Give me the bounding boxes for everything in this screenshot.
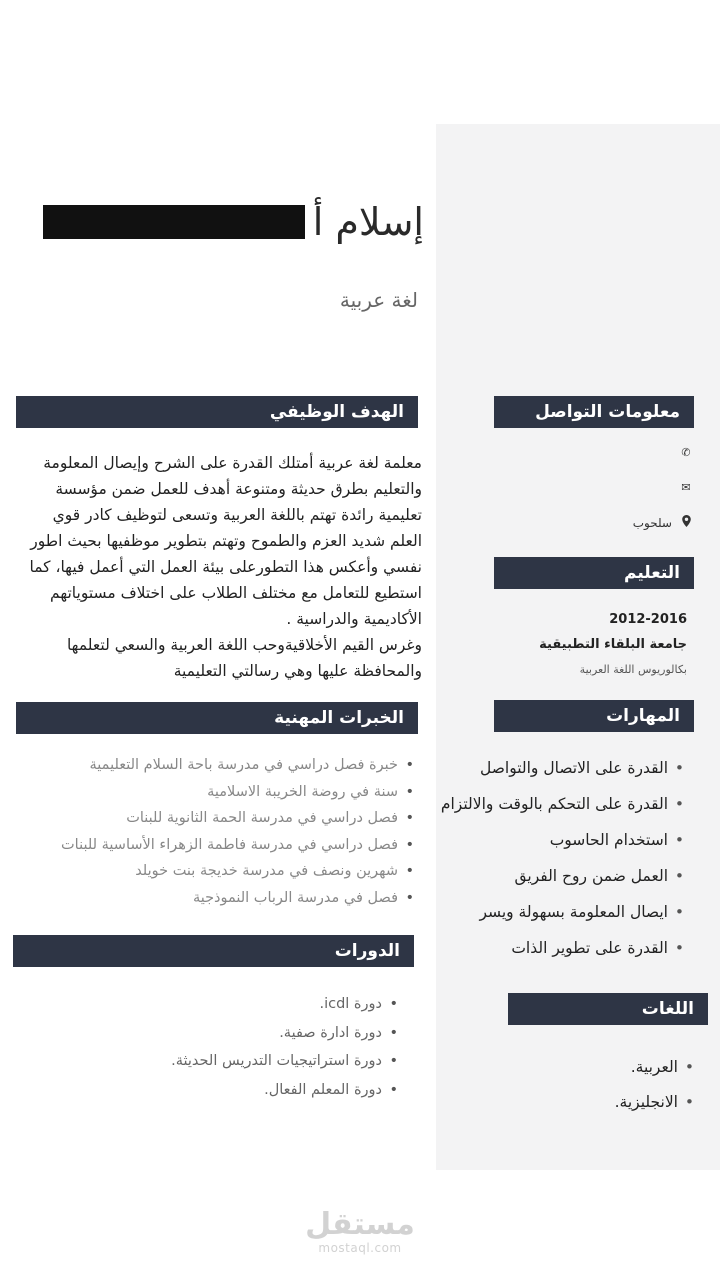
objective-line: وغرس القيم الأخلاقيةوحب اللغة العربية والسعي لتعلمها (66, 636, 422, 654)
contact-heading: معلومات التواصل (494, 396, 694, 428)
candidate-name-text: إسلام أ (312, 200, 424, 244)
language-item: • الانجليزية. (560, 1085, 696, 1120)
skills-heading: المهارات (494, 700, 694, 732)
candidate-title: لغة عربية (339, 288, 418, 312)
skill-item: • القدرة على التحكم بالوقت والالتزام (440, 786, 686, 822)
mostaql-watermark (300, 1208, 420, 1254)
experience-item: • فصل في مدرسة الرباب النموذجية (16, 885, 416, 912)
objective-line: نفسي وأعكس هذا التطورعلى بيئة العمل التي أعمل فيها، كما (29, 558, 422, 576)
objective-heading: الهدف الوظيفي (16, 396, 418, 428)
objective-line: والتعليم بطرق حديثة ومتنوعة أهدف للعمل ضمن مؤسسة (55, 480, 422, 498)
courses-list (16, 990, 400, 1104)
contact-phone (672, 446, 692, 459)
experience-heading: الخبرات المهنية (16, 702, 418, 734)
contact-location (633, 515, 692, 530)
contact-email (672, 481, 692, 494)
courses-heading: الدورات (13, 935, 414, 967)
education-years: 2012-2016 (609, 612, 687, 627)
candidate-name (43, 200, 424, 244)
objective-line: استطيع للتعامل مع مختلف الطلاب على اختلاف مستوياتهم (50, 584, 422, 602)
education-school: جامعة البلقاء التطبيقية (539, 637, 687, 652)
course-item: • دورة المعلم الفعال. (16, 1076, 400, 1105)
education-heading: التعليم (494, 557, 694, 589)
objective-paragraph-2 (16, 632, 422, 684)
objective-line: معلمة لغة عربية أمتلك القدرة على الشرح وإيصال المعلومة (43, 454, 422, 472)
experience-list (16, 752, 416, 911)
skill-item: • استخدام الحاسوب (440, 822, 686, 858)
location-pin-icon (680, 515, 692, 530)
experience-item: • سنة في روضة الخريبة الاسلامية (16, 779, 416, 806)
languages-heading: اللغات (508, 993, 708, 1025)
skill-item: • القدرة على الاتصال والتواصل (440, 750, 686, 786)
language-item: • العربية. (560, 1050, 696, 1085)
objective-line: تعليمية رائدة تهتم باللغة العربية وتسعى لتوظيف كادر قوي (52, 506, 422, 524)
email-icon: ✉ (681, 481, 691, 494)
objective-line: الأكاديمية والدراسية . (286, 610, 422, 628)
objective-line: والمحافظة عليها وهي رسالتي التعليمية (173, 662, 422, 680)
experience-item: • فصل دراسي في مدرسة الحمة الثانوية للبنات (16, 805, 416, 832)
objective-line: العلم شديد العزم والطموح وتهتم بتطوير موظفيها بحيث اطور (30, 532, 422, 550)
skill-item: • العمل ضمن روح الفريق (440, 858, 686, 894)
objective-text (16, 450, 422, 684)
skill-item: • ايصال المعلومة بسهولة ويسر (440, 894, 686, 930)
course-item: • دورة ادارة صفية. (16, 1019, 400, 1048)
languages-list (560, 1050, 696, 1120)
watermark-logo: مستقل (305, 1207, 415, 1242)
contact-location-value: سلحوب (632, 515, 672, 530)
skill-item: • القدرة على تطوير الذات (440, 930, 686, 966)
watermark-url: mostaql.com (318, 1241, 402, 1255)
redacted-surname (43, 205, 305, 239)
experience-item: • شهرين ونصف في مدرسة خديجة بنت خويلد (16, 858, 416, 885)
course-item: • دورة icdl. (16, 990, 400, 1019)
education-degree: بكالوريوس اللغة العربية (579, 663, 687, 676)
phone-icon: ✆ (681, 446, 691, 459)
skills-list (440, 750, 686, 966)
objective-paragraph-1 (16, 450, 422, 632)
course-item: • دورة استراتيجيات التدريس الحديثة. (16, 1047, 400, 1076)
experience-item: • فصل دراسي في مدرسة فاطمة الزهراء الأساسية للبنات (16, 832, 416, 859)
experience-item: • خبرة فصل دراسي في مدرسة باحة السلام التعليمية (16, 752, 416, 779)
